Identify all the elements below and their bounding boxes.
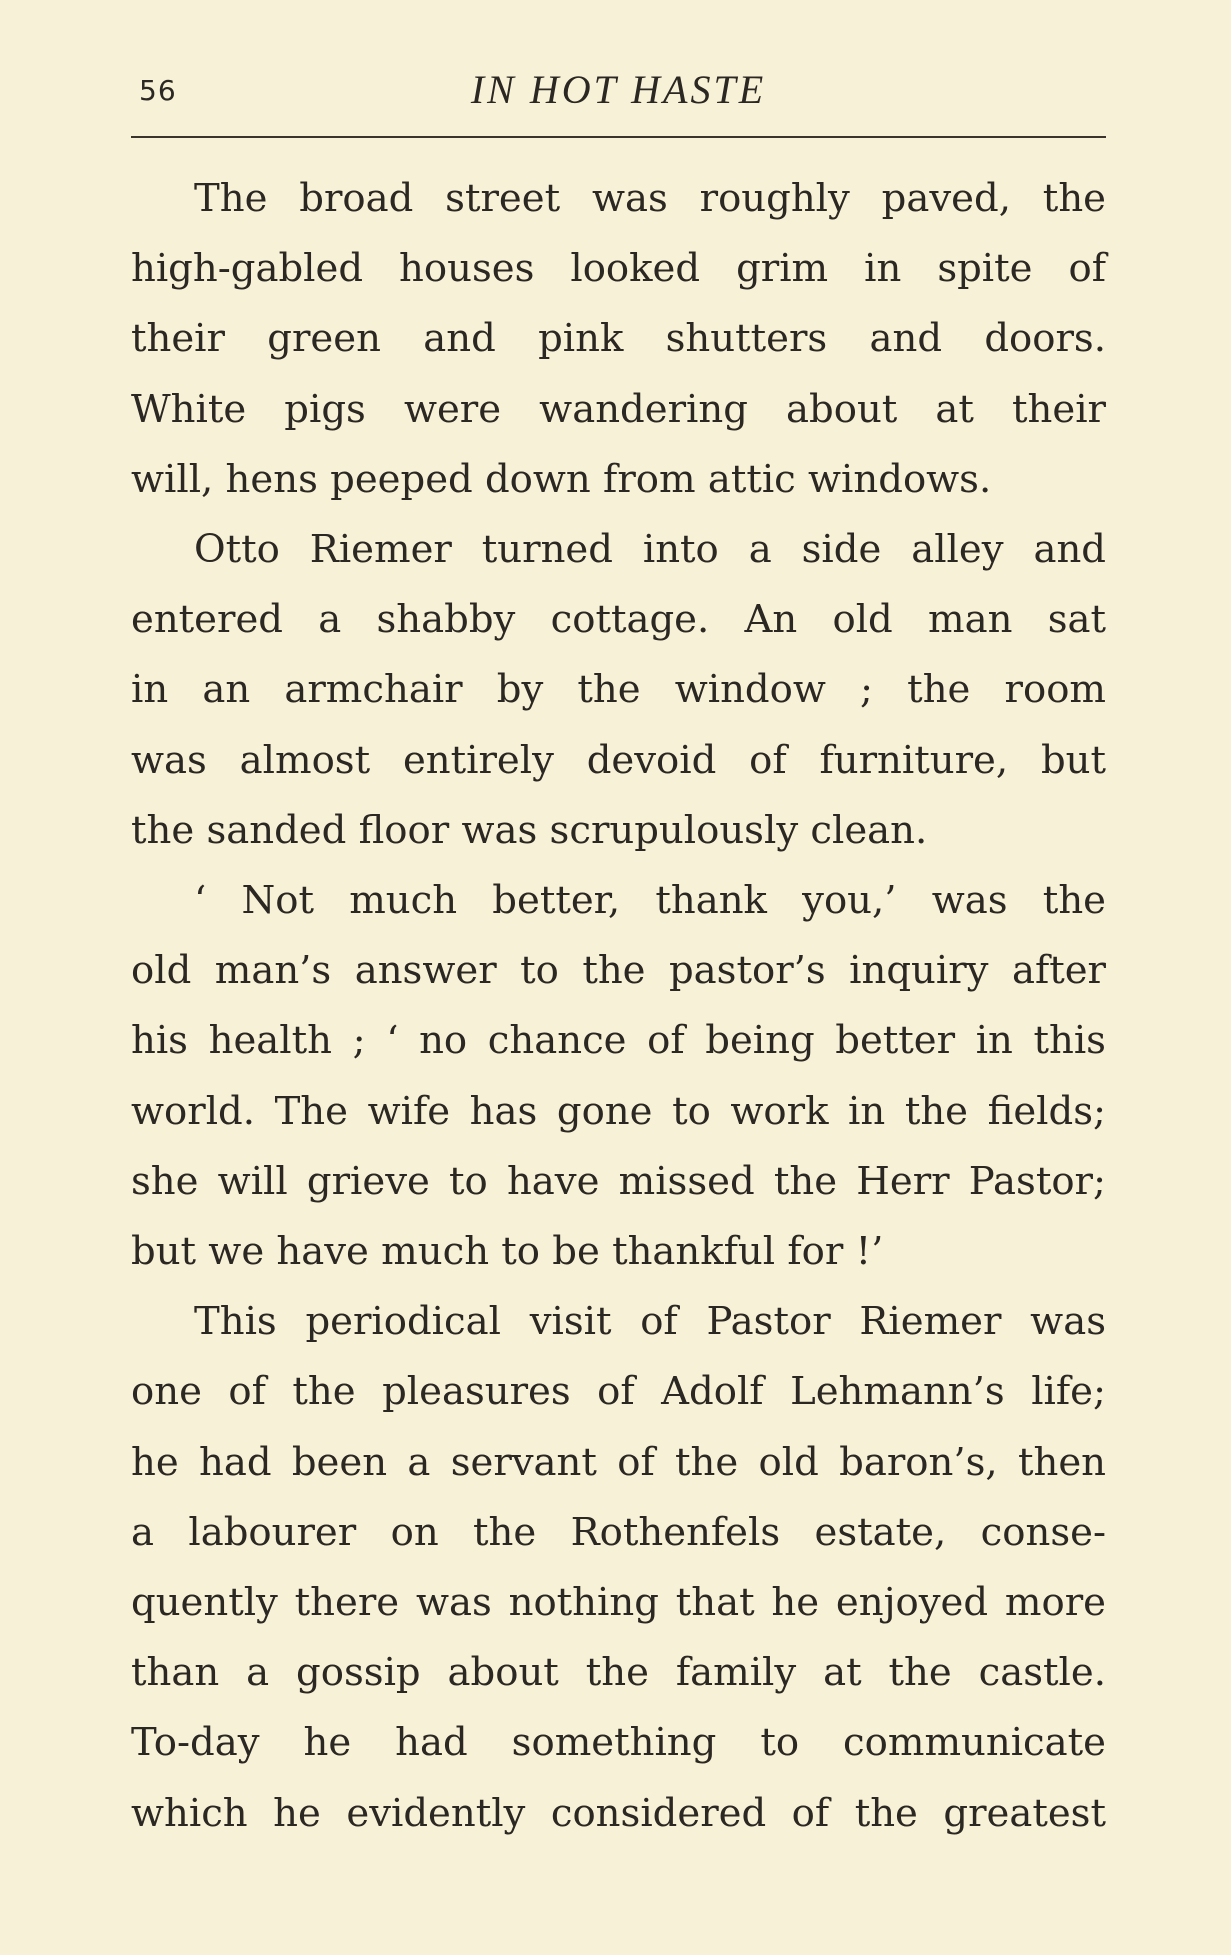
running-title: IN HOT HASTE <box>470 67 767 112</box>
text-line: than a gossip about the family at the castle. <box>131 1650 1106 1696</box>
header-rule <box>131 136 1106 138</box>
text-line: was almost entirely devoid of furniture, but <box>131 737 1106 783</box>
text-line: old man’s answer to the pastor’s inquiry after <box>131 948 1106 994</box>
text-line: high-gabled houses looked grim in spite of <box>131 246 1106 292</box>
text-line: a labourer on the Rothenfels estate, conse- <box>131 1509 1106 1555</box>
paragraph-3 <box>131 866 1106 1287</box>
page-number: 56 <box>139 74 177 107</box>
running-head <box>131 60 1106 110</box>
text-line: Otto Riemer turned into a side alley and <box>194 527 1106 573</box>
text-line: world. The wife has gone to work in the fields; <box>131 1088 1106 1134</box>
paragraph-4 <box>131 1287 1106 1849</box>
text-line: To-day he had something to communicate <box>131 1720 1106 1766</box>
text-line: quently there was nothing that he enjoyed more <box>131 1580 1106 1626</box>
body-text <box>131 164 1106 1849</box>
text-line: he had been a servant of the old baron’s, then <box>131 1439 1106 1485</box>
text-line: which he evidently considered of the greatest <box>131 1790 1106 1836</box>
paragraph-1 <box>131 164 1106 515</box>
text-line: their green and pink shutters and doors. <box>131 316 1106 362</box>
text-line: White pigs were wandering about at their <box>131 386 1106 432</box>
text-line: his health ; ‘ no chance of being better in this <box>131 1018 1106 1064</box>
text-line: The broad street was roughly paved, the <box>194 176 1106 221</box>
text-line: the sanded floor was scrupulously clean. <box>131 807 928 853</box>
text-line: in an armchair by the window ; the room <box>131 667 1106 713</box>
paragraph-2 <box>131 515 1106 866</box>
text-line: will, hens peeped down from attic windows. <box>131 456 992 502</box>
text-line: one of the pleasures of Adolf Lehmann’s life; <box>131 1369 1106 1415</box>
text-line: she will grieve to have missed the Herr Pastor; <box>131 1158 1106 1204</box>
text-line: This periodical visit of Pastor Riemer was <box>194 1299 1106 1345</box>
text-line: entered a shabby cottage. An old man sat <box>131 597 1106 643</box>
text-line: but we have much to be thankful for !’ <box>131 1229 884 1275</box>
text-line: ‘ Not much better, thank you,’ was the <box>194 878 1106 924</box>
book-page <box>131 60 1106 1849</box>
